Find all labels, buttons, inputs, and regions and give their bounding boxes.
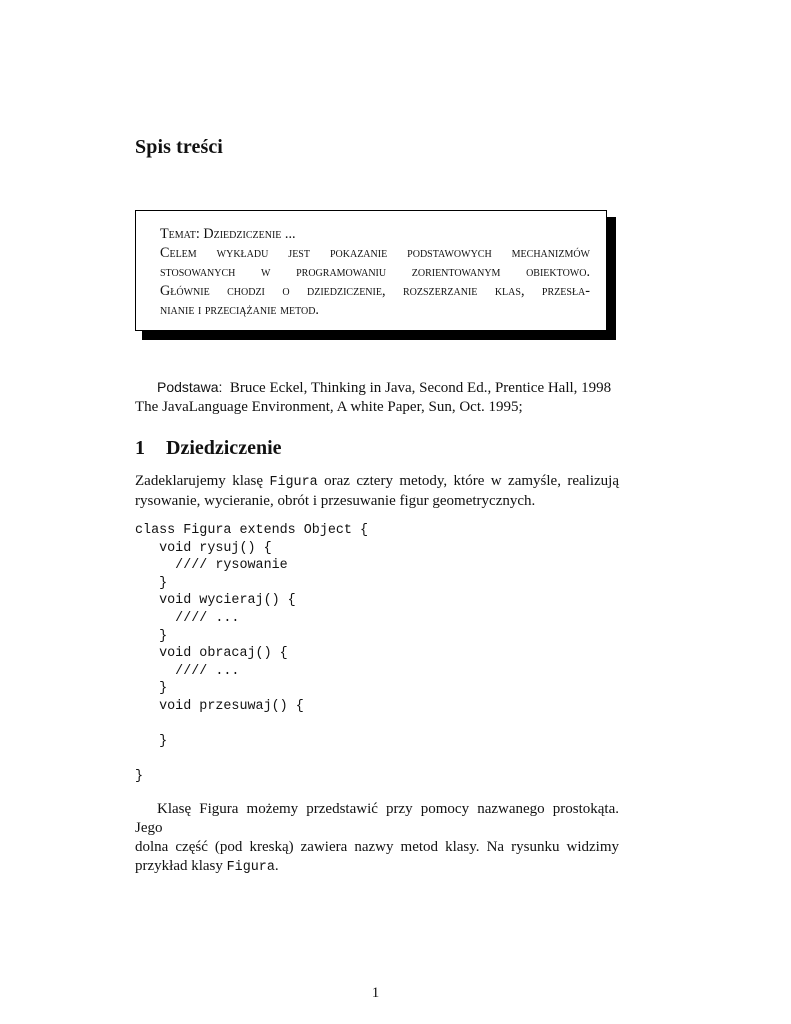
topic-line: stosowanych w programowaniu zorientowanym obiektowo.	[160, 264, 590, 280]
topic-box	[135, 210, 607, 331]
section-heading	[135, 437, 282, 460]
intro-text: Zadeklarujemy klasę	[135, 473, 264, 489]
section-number: 1	[135, 437, 145, 459]
code-listing: class Figura extends Object { void rysuj() { //// rysowanie } void wycieraj() { //// ... } void obracaj() { //// ... } void przesuwaj() { } }	[135, 523, 369, 785]
toc-title: Spis treści	[135, 136, 223, 158]
intro-paragraph	[135, 472, 619, 511]
references	[135, 378, 619, 417]
closing-text: przykład klasy	[135, 858, 223, 874]
topic-line: nianie i przeciążanie metod.	[160, 302, 319, 318]
intro-text: rysowanie, wycieranie, obrót i przesuwanie figur geometrycznych.	[135, 493, 536, 509]
closing-paragraph	[135, 800, 619, 877]
closing-text: .	[274, 858, 279, 874]
reference-item: Bruce Eckel, Thinking in Java, Second Ed., Prentice Hall, 1998	[229, 380, 612, 396]
section-title: Dziedziczenie	[166, 437, 282, 459]
topic-line: Temat: Dziedziczenie ...	[160, 226, 296, 242]
closing-text: dolna część (pod kreską) zawiera nazwy metod klasy. Na rysunku widzimy	[135, 839, 619, 855]
topic-line: Celem wykładu jest pokazanie podstawowych mechanizmów	[160, 245, 590, 261]
topic-line: Głównie chodzi o dziedziczenie, rozszerzanie klas, przesła-	[160, 283, 590, 299]
intro-text: oraz cztery metody, które w zamyśle, realizują	[324, 473, 619, 489]
references-label: Podstawa:	[157, 379, 223, 395]
page-number: 1	[371, 985, 380, 1001]
class-name-code: Figura	[226, 860, 275, 875]
topic-box-text	[160, 225, 590, 320]
class-name-code: Figura	[269, 475, 318, 490]
reference-item: The JavaLanguage Environment, A white Paper, Sun, Oct. 1995;	[135, 399, 523, 415]
closing-text: Klasę Figura możemy przedstawić przy pomocy nazwanego prostokąta. Jego	[135, 801, 619, 836]
